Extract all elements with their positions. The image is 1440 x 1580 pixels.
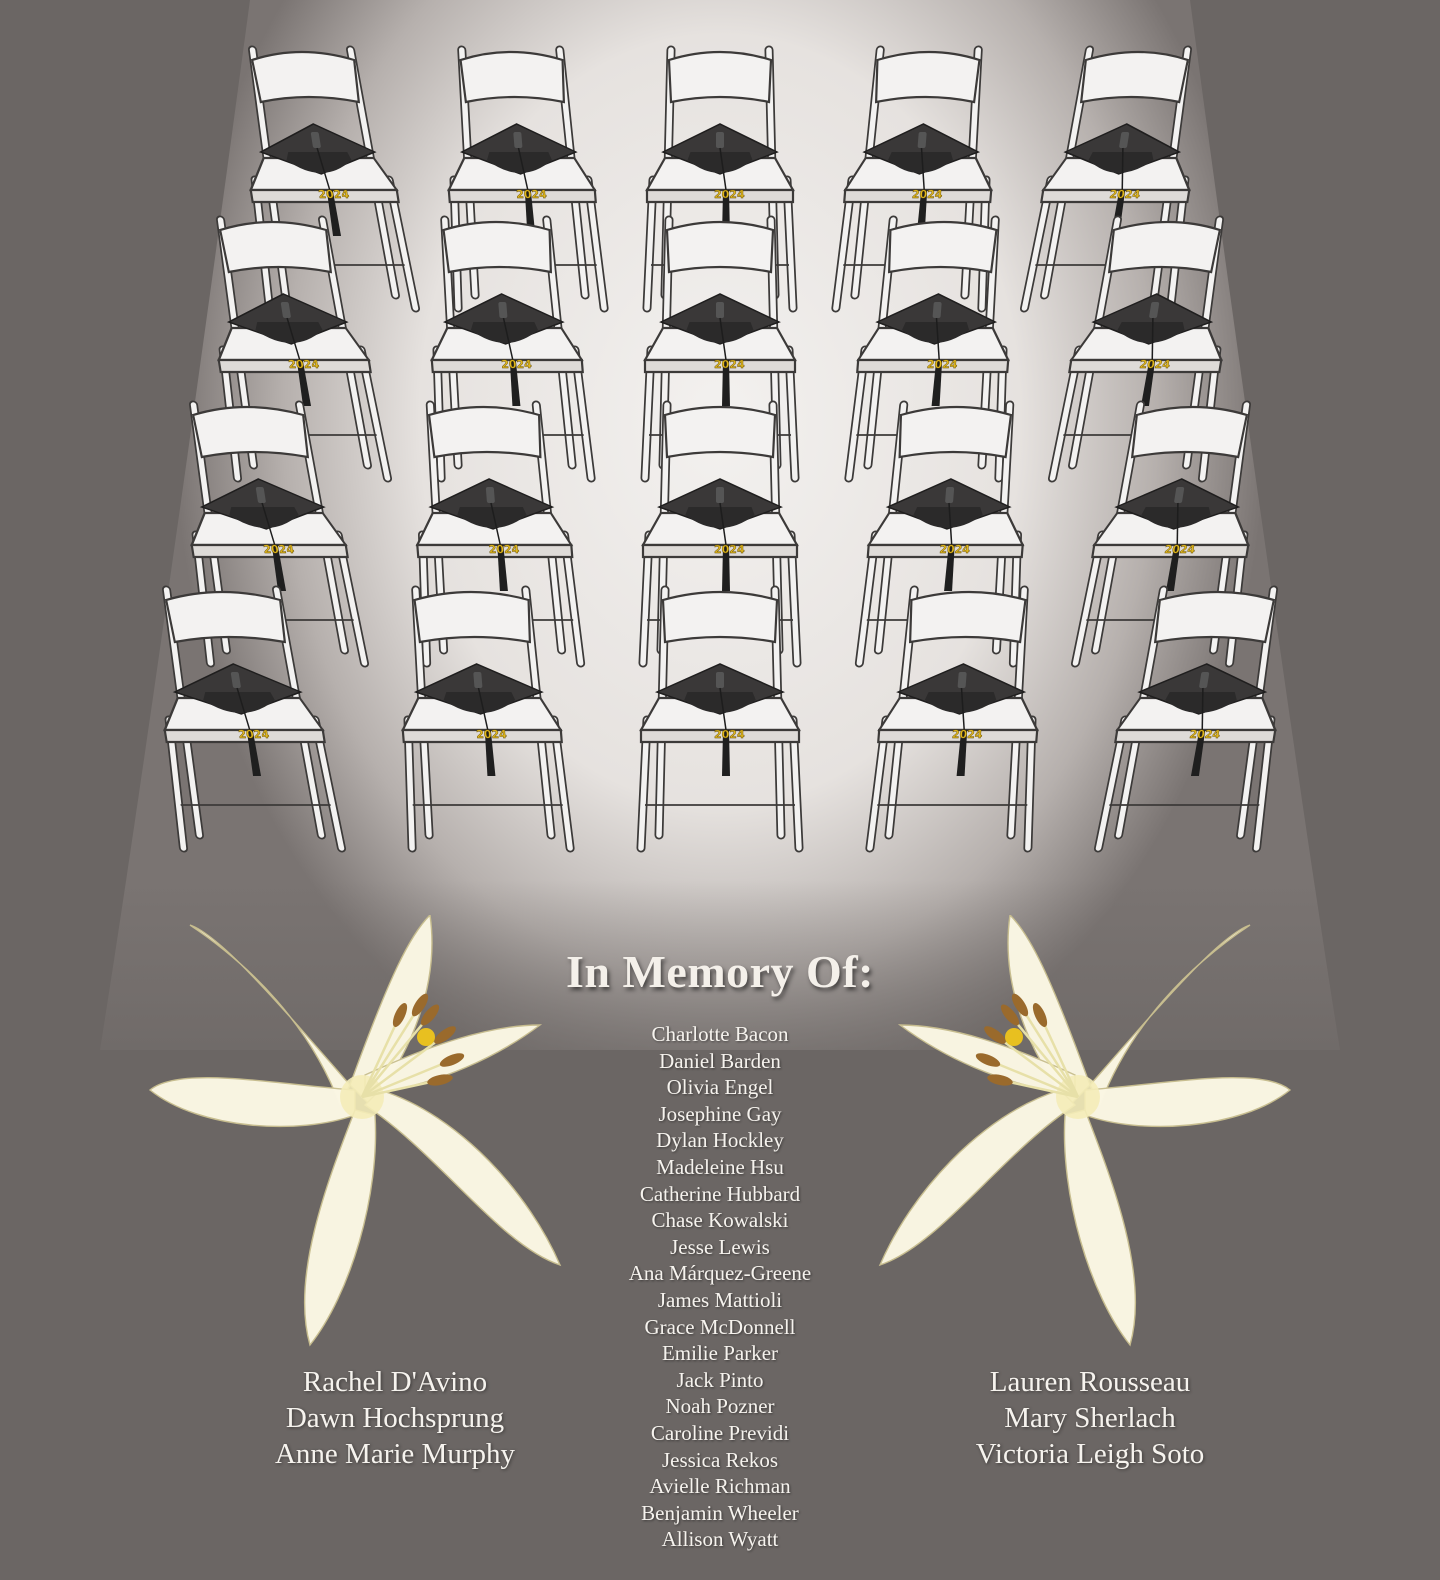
adult-name: Mary Sherlach — [1004, 1402, 1176, 1434]
cap-year-label: 2024 — [488, 543, 520, 556]
chair-with-cap — [641, 590, 799, 848]
child-name: Caroline Previdi — [650, 1420, 790, 1445]
cap-year-label: 2024 — [714, 728, 745, 741]
cap-year-label: 2024 — [262, 543, 296, 556]
adult-name: Rachel D'Avino — [302, 1366, 488, 1398]
chair-with-cap — [1099, 590, 1298, 848]
child-name: James Mattioli — [657, 1287, 783, 1312]
cap-year-label: 2024 — [237, 728, 271, 741]
cap-year-label: 2024 — [926, 358, 958, 371]
cap-year-label: 2024 — [1163, 543, 1197, 556]
children-names-list — [520, 1021, 920, 1553]
lily-petal — [305, 1110, 376, 1345]
child-name: Allison Wyatt — [661, 1527, 779, 1552]
adult-names-right — [890, 1364, 1290, 1472]
chair-with-cap — [143, 590, 342, 848]
memorial-heading: In Memory Of: — [566, 946, 874, 997]
cap-year-label: 2024 — [714, 358, 745, 371]
cap-year-label: 2024 — [317, 188, 351, 201]
child-name: Emilie Parker — [661, 1341, 779, 1366]
cap-year-label: 2024 — [911, 188, 943, 201]
child-name: Jack Pinto — [676, 1367, 764, 1392]
cap-year-label: 2024 — [938, 543, 971, 556]
child-name: Madeleine Hsu — [656, 1154, 784, 1179]
adult-name: Lauren Rousseau — [989, 1366, 1191, 1398]
adult-names-left — [195, 1364, 595, 1472]
cap-year-label: 2024 — [714, 188, 745, 201]
child-name: Josephine Gay — [658, 1101, 782, 1126]
cap-year-label: 2024 — [1108, 188, 1142, 201]
child-name: Catherine Hubbard — [639, 1181, 801, 1206]
adult-name: Victoria Leigh Soto — [975, 1438, 1205, 1470]
cap-year-label: 2024 — [1188, 728, 1222, 741]
child-name: Avielle Richman — [649, 1474, 791, 1499]
child-name: Jessica Rekos — [661, 1447, 779, 1472]
cap-year-label: 2024 — [951, 728, 983, 741]
lily-petal — [1064, 1110, 1135, 1345]
chair-with-cap — [870, 590, 1048, 848]
cap-year-label: 2024 — [1138, 358, 1172, 371]
child-name: Dylan Hockley — [656, 1128, 784, 1153]
child-name: Daniel Barden — [659, 1048, 781, 1073]
adult-name: Dawn Hochsprung — [285, 1402, 505, 1434]
cap-year-label: 2024 — [714, 543, 745, 556]
child-name: Grace McDonnell — [644, 1314, 796, 1339]
child-name: Ana Márquez-Greene — [628, 1261, 812, 1286]
cap-year-label: 2024 — [287, 358, 321, 371]
child-name: Noah Pozner — [665, 1394, 775, 1419]
cap-year-label: 2024 — [475, 728, 508, 741]
child-name: Olivia Engel — [666, 1075, 774, 1100]
cap-year-label: 2024 — [500, 358, 533, 371]
adult-name: Anne Marie Murphy — [274, 1438, 515, 1470]
chair-with-cap — [392, 590, 570, 848]
child-name: Charlotte Bacon — [651, 1022, 789, 1046]
lily-petal — [150, 1078, 355, 1127]
child-name: Jesse Lewis — [670, 1234, 770, 1259]
lily-petal — [1085, 1078, 1290, 1127]
child-name: Chase Kowalski — [651, 1208, 789, 1233]
child-name: Benjamin Wheeler — [641, 1500, 799, 1525]
cap-year-label: 2024 — [515, 188, 548, 201]
